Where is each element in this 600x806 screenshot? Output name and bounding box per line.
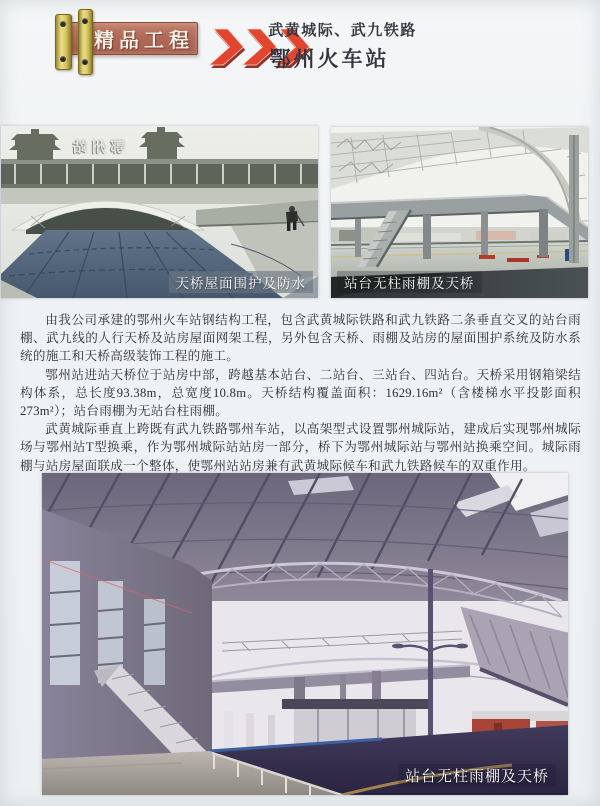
- gold-bar-icon: [78, 9, 93, 75]
- gold-bar-icon: [55, 14, 72, 70]
- station-sign-text: 鄂州站: [67, 139, 125, 155]
- page-title: [245, 19, 440, 73]
- paragraph-project-scope: 由我公司承建的鄂州火车站钢结构工程，包含武黄城际铁路和武九铁路二条垂直交叉的站台雨棚、武九线的人行天桥及站房屋面网架工程，另外包含天桥、雨棚及站房的屋面围护系统及防水系统的施工和天桥高级装饰工程的施工。: [20, 313, 581, 364]
- photo-platform-canopy-bridge: [331, 127, 588, 298]
- photo-large-canopy-overview: [42, 473, 568, 795]
- paragraph-bridge-specs: 鄂州站进站天桥位于站房中部，跨越基本站台、二站台、三站台、四站台。天桥采用钢箱梁结构体系，总长度93.38m，总宽度10.8m。天桥结构覆盖面积：1629.16m²（含楼梯水平投影面积273m²）；站台雨棚为无站台柱雨棚。: [20, 367, 581, 419]
- title-line-station: 鄂州火车站: [269, 48, 390, 71]
- photo-bridge-roof-waterproofing: [1, 126, 318, 298]
- title-line-railways: 武黄城际、武九铁路: [268, 22, 417, 39]
- badge-label: 精品工程: [94, 30, 194, 52]
- photo-caption: 站台无柱雨棚及天桥: [337, 271, 482, 293]
- body-text: [20, 311, 581, 475]
- photo-caption: 天桥屋面围护及防水: [169, 271, 314, 293]
- paragraph-intercity-station: 武黄城际垂直上跨既有武九铁路鄂州车站，以高架型式设置鄂州城际站，建成后实现鄂州城际场与鄂州站T型换乘，作为鄂州城际站站房一部分，桥下为鄂州城际站与鄂州站换乘空间。城际雨棚与站房屋面联成一个整体，使鄂州站站房兼有武黄城际候车和武九铁路候车的双重作用。: [20, 422, 581, 473]
- photo-caption: 站台无柱雨棚及天桥: [398, 764, 556, 787]
